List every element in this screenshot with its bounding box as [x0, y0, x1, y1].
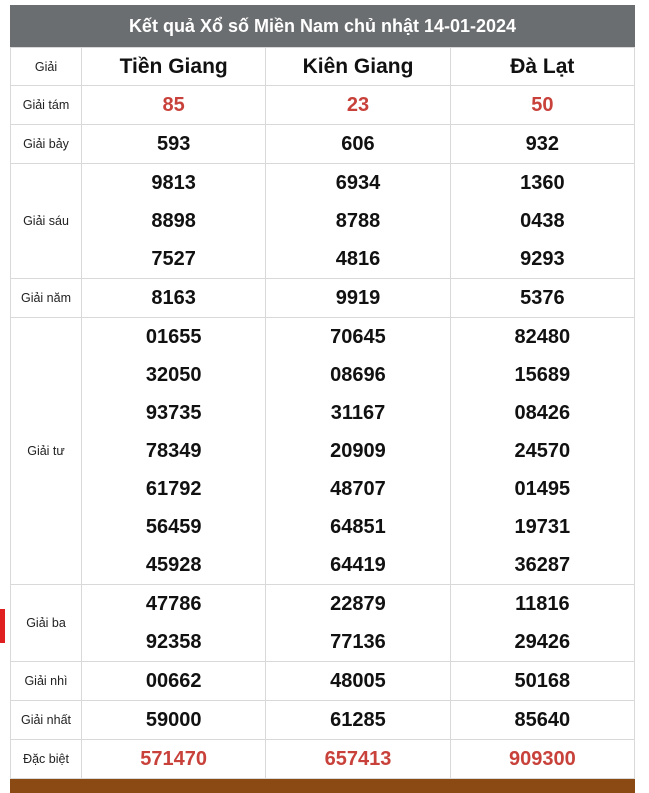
- province-tien-giang: Tiền Giang: [82, 48, 266, 86]
- prize-number: 70645: [330, 326, 386, 348]
- prize-cell: [266, 86, 450, 125]
- prize-number: 08426: [514, 402, 571, 424]
- prize-number: 29426: [514, 631, 571, 653]
- prize-number: 0438: [520, 210, 565, 232]
- prize-number: 92358: [145, 631, 202, 653]
- prize-number: 593: [156, 133, 191, 155]
- prize-cell: [266, 740, 450, 779]
- prize-cell: [450, 164, 634, 279]
- prize-row: [11, 701, 635, 740]
- prize-cell: [82, 125, 266, 164]
- header-label: Giải: [11, 48, 82, 86]
- prize-number: 78349: [145, 440, 202, 462]
- prize-label: Giải sáu: [11, 164, 82, 279]
- prize-number: 8163: [151, 287, 196, 309]
- prize-rows: [11, 86, 635, 779]
- prize-number: 77136: [330, 631, 386, 653]
- prize-label: Giải năm: [11, 279, 82, 318]
- prize-number: 01495: [514, 478, 571, 500]
- prize-number: 9919: [335, 287, 381, 309]
- prize-row: [11, 279, 635, 318]
- prize-number: 571470: [140, 748, 208, 770]
- prize-cell: [82, 318, 266, 585]
- prize-number: 32050: [145, 364, 202, 386]
- prize-number: 20909: [330, 440, 386, 462]
- prize-row: [11, 662, 635, 701]
- prize-number: 15689: [514, 364, 571, 386]
- prize-number: 23: [346, 94, 370, 116]
- prize-cell: [266, 164, 450, 279]
- results-panel: [10, 5, 635, 779]
- prize-number: 31167: [330, 402, 386, 424]
- prize-number: 4816: [335, 248, 381, 270]
- prize-cell: [82, 86, 266, 125]
- prize-cell: [450, 86, 634, 125]
- prize-number: 64851: [330, 516, 386, 538]
- prize-number: 7527: [151, 248, 196, 270]
- prize-cell: [266, 662, 450, 701]
- prize-cell: [266, 701, 450, 740]
- prize-number: 606: [341, 133, 375, 155]
- prize-cell: [82, 585, 266, 662]
- prize-cell: [82, 279, 266, 318]
- province-da-lat: Đà Lạt: [450, 48, 634, 86]
- prize-number: 47786: [145, 593, 202, 615]
- prize-number: 909300: [508, 748, 576, 770]
- prize-number: 6934: [335, 172, 381, 194]
- prize-number: 85640: [514, 709, 571, 731]
- prize-label: Giải nhất: [11, 701, 82, 740]
- prize-cell: [266, 318, 450, 585]
- prize-number: 61792: [145, 478, 202, 500]
- prize-number: 50168: [514, 670, 571, 692]
- prize-number: 24570: [514, 440, 571, 462]
- prize-cell: [450, 701, 634, 740]
- prize-number: 8788: [335, 210, 381, 232]
- prize-number: 85: [162, 94, 185, 116]
- prize-number: 00662: [145, 670, 202, 692]
- prize-number: 59000: [145, 709, 202, 731]
- prize-cell: [82, 701, 266, 740]
- prize-cell: [450, 662, 634, 701]
- prize-cell: [450, 585, 634, 662]
- prize-number: 36287: [514, 554, 571, 576]
- prize-label: Giải ba: [11, 585, 82, 662]
- prize-number: 64419: [330, 554, 386, 576]
- prize-number: 93735: [145, 402, 202, 424]
- prize-number: 11816: [515, 593, 570, 615]
- prize-number: 82480: [514, 326, 571, 348]
- prize-number: 9293: [520, 248, 565, 270]
- prize-label: Giải tám: [11, 86, 82, 125]
- prize-cell: [266, 125, 450, 164]
- prize-cell: [82, 164, 266, 279]
- prize-row: [11, 318, 635, 585]
- prize-number: 50: [531, 94, 554, 116]
- prize-row: [11, 585, 635, 662]
- prize-row: [11, 740, 635, 779]
- prize-label: Giải nhì: [11, 662, 82, 701]
- prize-number: 48005: [330, 670, 386, 692]
- prize-number: 45928: [145, 554, 202, 576]
- prize-number: 932: [525, 133, 560, 155]
- prize-label: Giải bảy: [11, 125, 82, 164]
- prize-cell: [82, 662, 266, 701]
- province-kien-giang: Kiên Giang: [266, 48, 450, 86]
- prize-cell: [266, 585, 450, 662]
- prize-number: 9813: [151, 172, 196, 194]
- prize-row: [11, 164, 635, 279]
- results-table: [10, 47, 635, 779]
- prize-number: 61285: [330, 709, 386, 731]
- prize-cell: [82, 740, 266, 779]
- prize-number: 8898: [151, 210, 196, 232]
- prize-number: 1360: [520, 172, 565, 194]
- prize-label: Đặc biệt: [11, 740, 82, 779]
- prize-number: 08696: [330, 364, 386, 386]
- prize-cell: [450, 279, 634, 318]
- prize-cell: [450, 125, 634, 164]
- prize-number: 22879: [330, 593, 386, 615]
- page-title: Kết quả Xổ số Miền Nam chủ nhật 14-01-2024: [10, 5, 635, 47]
- prize-number: 56459: [145, 516, 202, 538]
- left-edge-accent: [0, 609, 5, 643]
- table-header-row: [11, 48, 635, 86]
- prize-cell: [450, 318, 634, 585]
- prize-number: 19731: [514, 516, 571, 538]
- prize-number: 48707: [330, 478, 386, 500]
- prize-row: [11, 86, 635, 125]
- prize-cell: [266, 279, 450, 318]
- prize-row: [11, 125, 635, 164]
- prize-cell: [450, 740, 634, 779]
- prize-number: 657413: [324, 748, 392, 770]
- prize-label: Giải tư: [11, 318, 82, 585]
- prize-number: 01655: [145, 326, 202, 348]
- prize-number: 5376: [520, 287, 565, 309]
